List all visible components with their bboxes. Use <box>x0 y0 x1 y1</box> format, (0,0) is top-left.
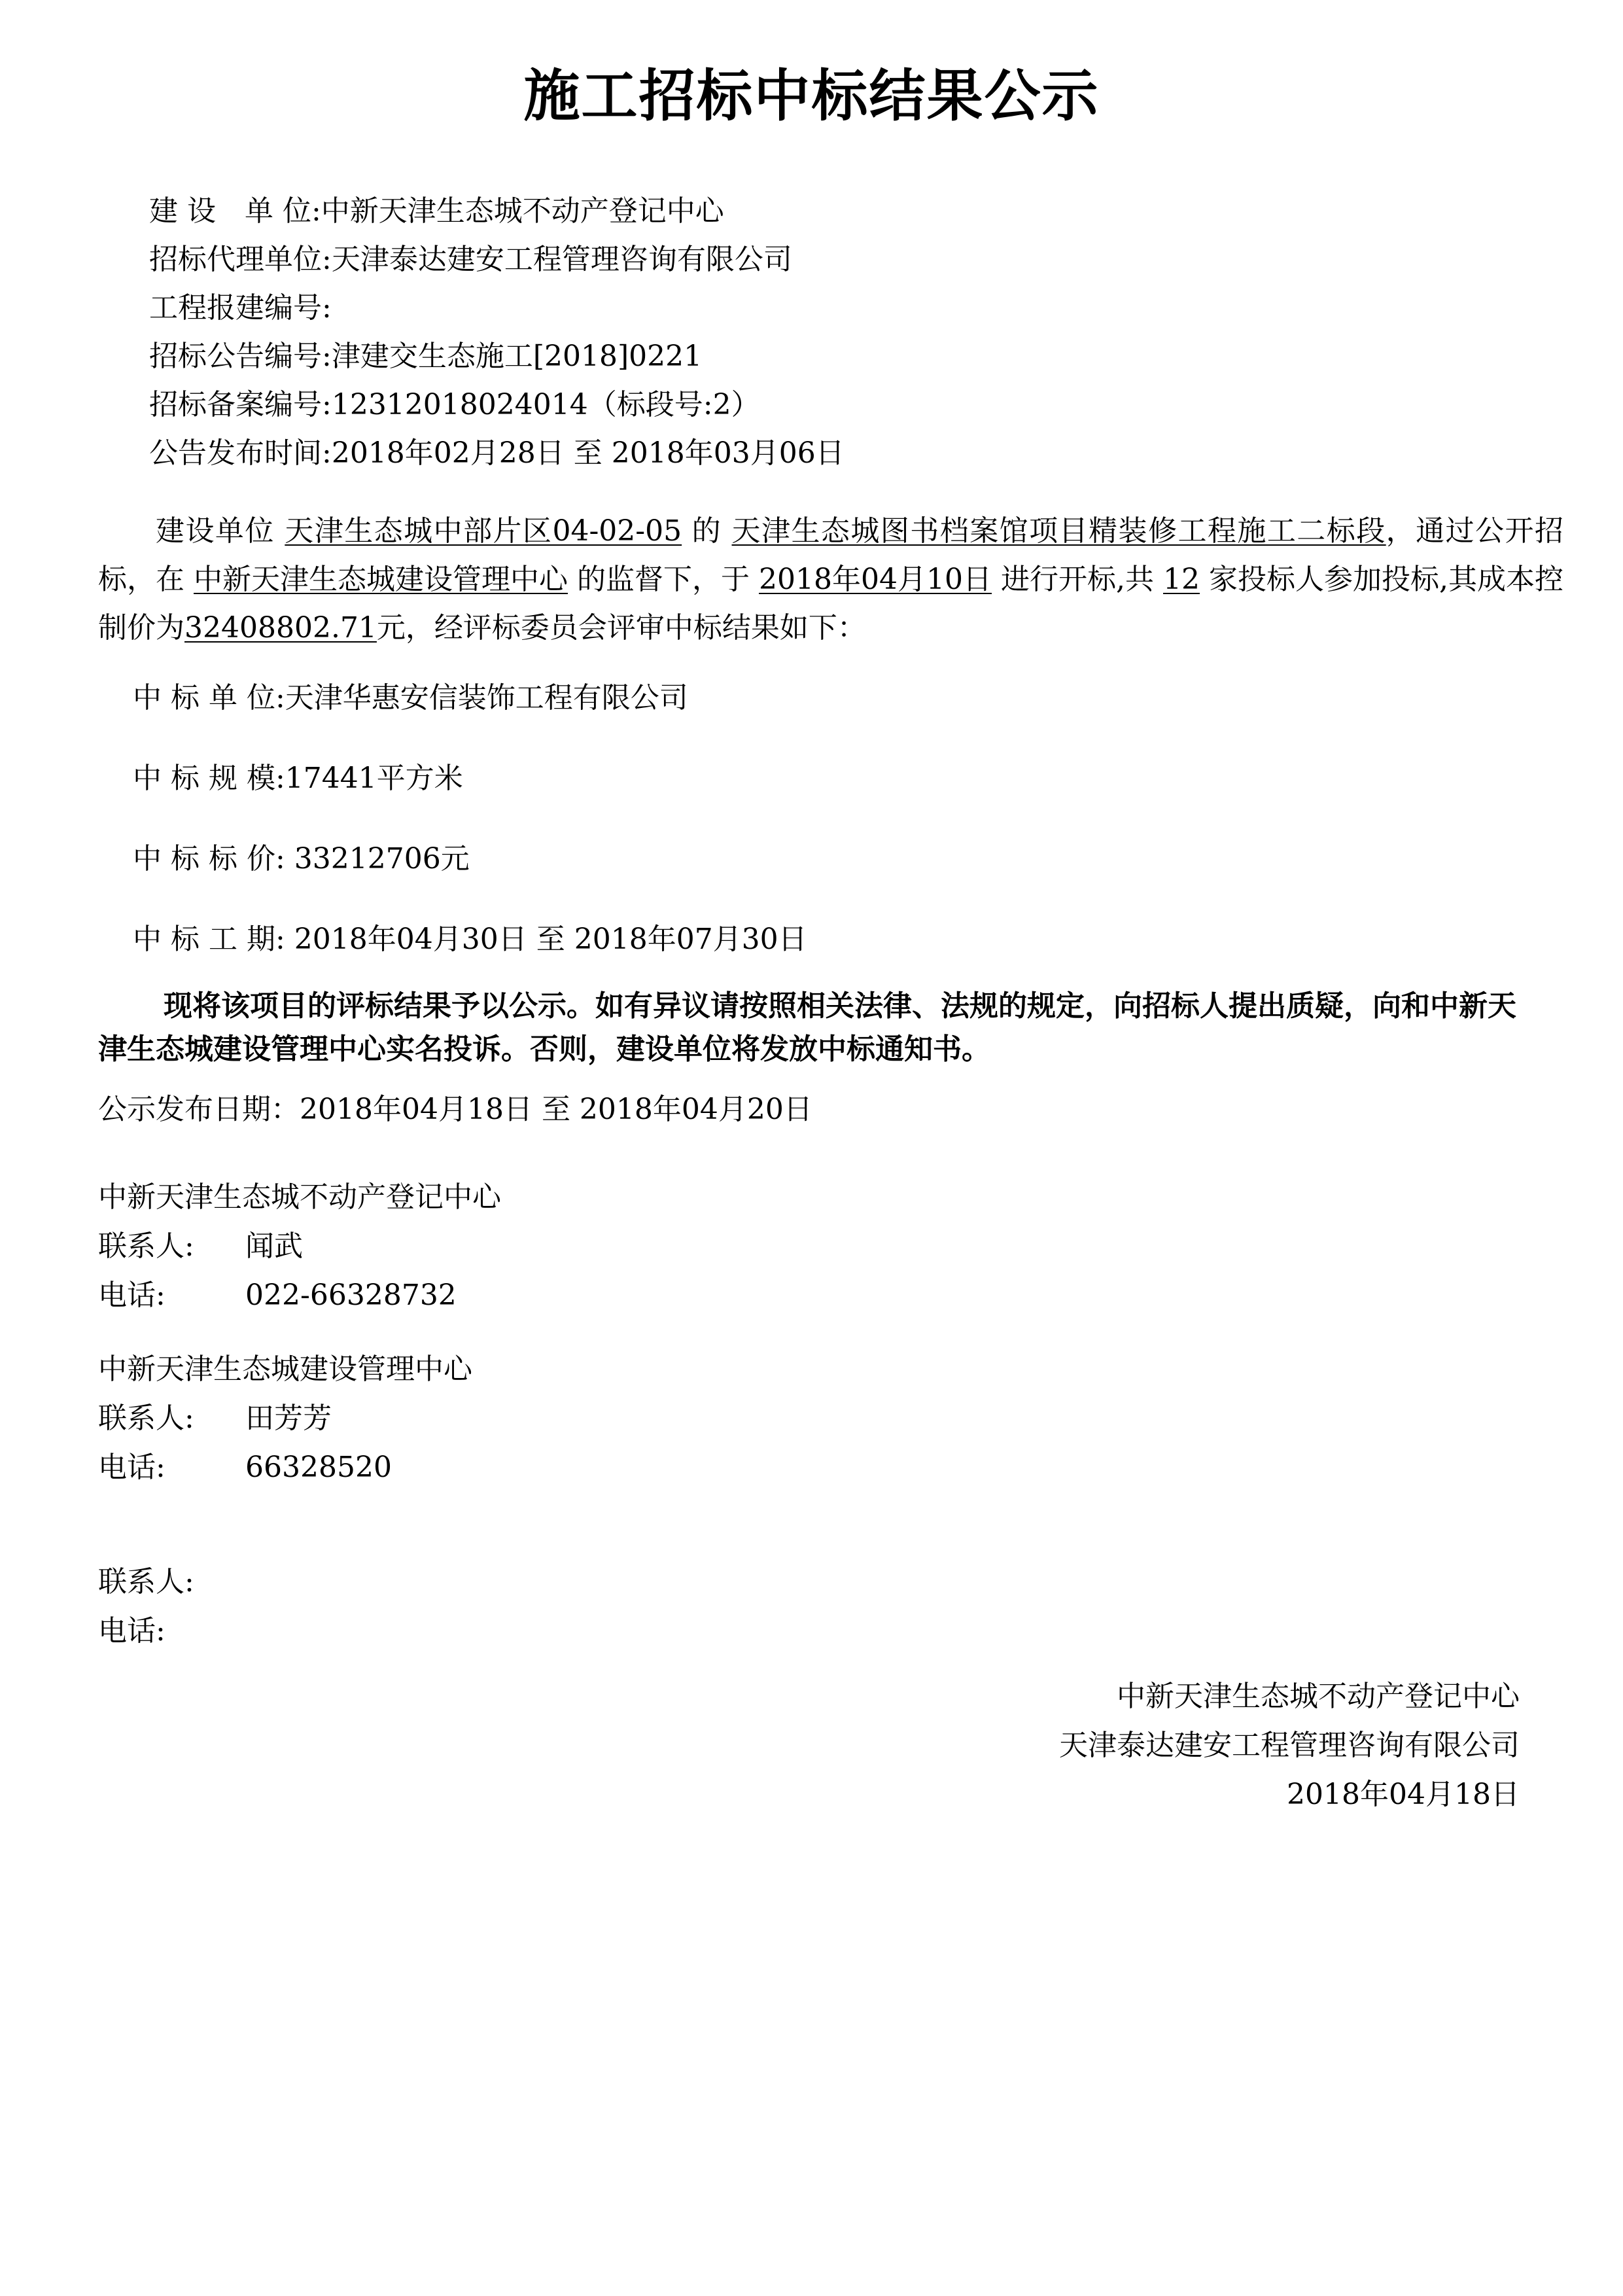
contact-phone-label-1: 电话: <box>98 1279 166 1312</box>
contact-person-1: 闻武 <box>245 1229 303 1263</box>
scale-label: 中 标 规 模: <box>133 762 285 795</box>
project-name: 天津生态城图书档案馆项目精装修工程施工二标段 <box>731 514 1386 548</box>
open-date: 2018年04月10日 <box>759 563 992 596</box>
price-label: 中 标 标 价: <box>133 842 285 875</box>
publish-time-row <box>149 434 845 473</box>
para-text-4: 的监督下，于 <box>568 563 759 596</box>
contact-org-1: 中新天津生态城不动产登记中心 <box>98 1180 501 1214</box>
main-paragraph <box>98 507 1563 652</box>
record-no-value: 12312018024014（标段号:2） <box>331 388 760 421</box>
contact-person-label-1: 联系人: <box>98 1229 194 1263</box>
para-text-5: 进行开标,共 <box>992 563 1163 596</box>
publish-time-label: 公告发布时间: <box>149 436 332 470</box>
para-text-2: 的 <box>682 514 732 548</box>
winner-label: 中 标 单 位: <box>133 681 285 715</box>
price-row <box>133 839 470 879</box>
para-text-7: 元，经评标委员会评审中标结果如下： <box>376 611 866 645</box>
para-text-6: 家投标人参加投标,其成本控制价为 <box>98 563 1563 645</box>
builder-label: 建 设 单 位: <box>149 194 321 228</box>
period-value: 2018年04月30日 至 2018年07月30日 <box>294 923 807 956</box>
winner-row <box>133 679 688 718</box>
signature-org-2: 天津泰达建安工程管理咨询有限公司 <box>1059 1729 1520 1762</box>
project-no-row <box>149 289 332 328</box>
contact-org-2: 中新天津生态城建设管理中心 <box>98 1352 472 1386</box>
period-row <box>133 920 807 959</box>
notice-no-row <box>149 337 702 376</box>
record-no-label: 招标备案编号: <box>149 388 332 421</box>
notice-no-value: 津建交生态施工[2018]0221 <box>331 340 703 373</box>
cost-cap: 32408802.71 <box>184 611 377 645</box>
contact-person-label-2: 联系人: <box>98 1402 194 1435</box>
publish-time-value: 2018年02月28日 至 2018年03月06日 <box>331 436 845 470</box>
page-title: 施工招标中标结果公示 <box>523 63 1100 129</box>
para-text-1: 建设单位 <box>156 514 285 548</box>
location-value: 天津生态城中部片区04-02-05 <box>285 514 682 548</box>
contact-person-2: 田芳芳 <box>245 1402 332 1435</box>
signature-org-1: 中新天津生态城不动产登记中心 <box>1117 1680 1520 1713</box>
notice-no-label: 招标公告编号: <box>149 340 332 373</box>
agent-label: 招标代理单位: <box>149 243 332 276</box>
para-text-3: ，通过公开招标，在 <box>98 514 1563 596</box>
contact-person-row-1 <box>98 1227 194 1266</box>
winner-value: 天津华惠安信装饰工程有限公司 <box>285 681 688 715</box>
scale-value: 17441平方米 <box>285 762 463 795</box>
blank-contact-person-label: 联系人: <box>98 1565 194 1598</box>
supervisor-name: 中新天津生态城建设管理中心 <box>194 563 568 596</box>
signature-date: 2018年04月18日 <box>1287 1778 1520 1811</box>
scale-row <box>133 759 463 798</box>
contact-phone-1: 022-66328732 <box>245 1279 457 1312</box>
builder-value: 中新天津生态城不动产登记中心 <box>321 194 724 228</box>
period-label: 中 标 工 期: <box>133 923 285 956</box>
project-no-label: 工程报建编号: <box>149 291 332 325</box>
agent-value: 天津泰达建安工程管理咨询有限公司 <box>331 243 792 276</box>
builder-row <box>149 192 724 231</box>
notice-bold: 现将该项目的评标结果予以公示。如有异议请按照相关法律、法规的规定，向招标人提出质疑，向和中新天津生态城建设管理中心实名投诉。否则，建设单位将发放中标通知书。 <box>98 989 1516 1066</box>
agent-row <box>149 240 792 279</box>
price-value: 33212706元 <box>294 842 470 875</box>
blank-contact-phone-label: 电话: <box>98 1614 166 1648</box>
publicity-date: 公示发布日期：2018年04月18日 至 2018年04月20日 <box>98 1093 812 1126</box>
record-no-row <box>149 385 760 425</box>
contact-phone-label-2: 电话: <box>98 1451 166 1484</box>
bidder-count: 12 <box>1162 563 1200 596</box>
contact-phone-2: 66328520 <box>245 1451 392 1484</box>
